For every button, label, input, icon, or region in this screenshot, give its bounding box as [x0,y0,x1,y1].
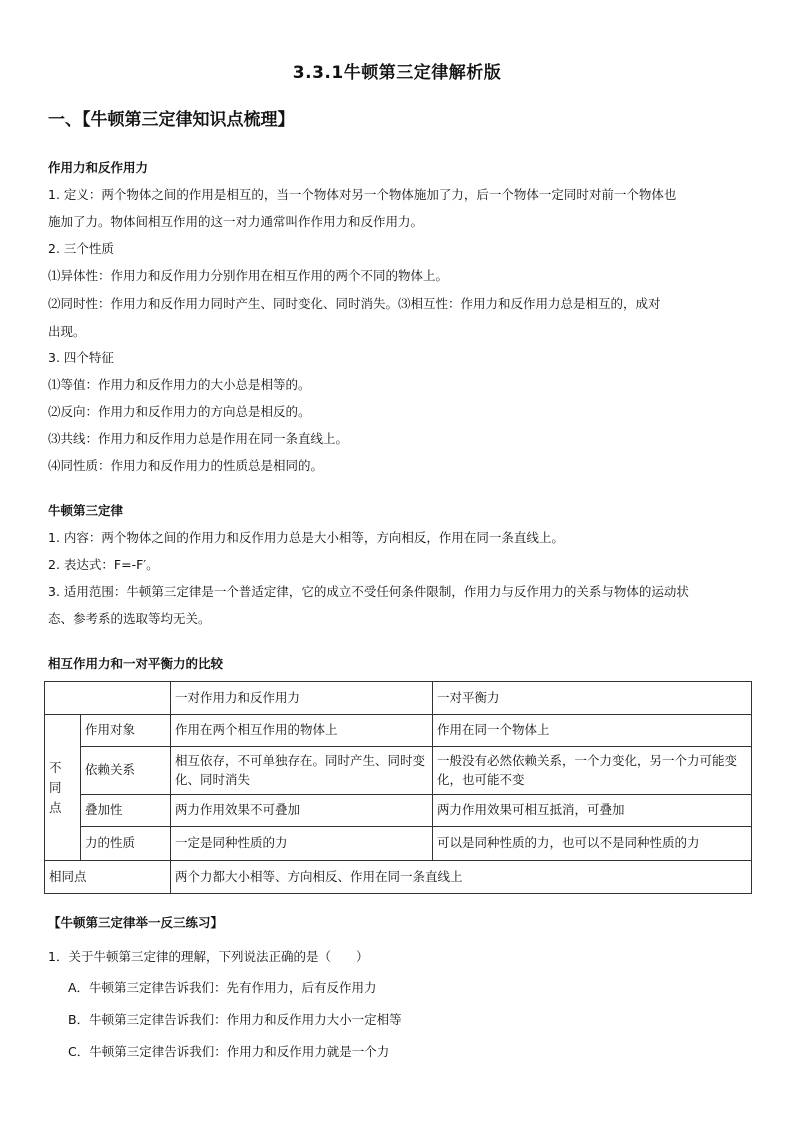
table-cell: 相互依存，不可单独存在。同时产生、同时变化、同时消失 [171,747,433,795]
table-header-cell: 一对平衡力 [433,682,752,715]
option-a: A．牛顿第三定律告诉我们：先有作用力，后有反作用力 [68,980,377,995]
table-header-cell: 一对作用力和反作用力 [171,682,433,715]
table-cell: 作用在两个相互作用的物体上 [171,715,433,747]
practice-heading: 【牛顿第三定律举一反三练习】 [48,915,224,930]
table-cell: 两力作用效果可相互抵消，可叠加 [433,795,752,827]
table-row [45,827,752,861]
same-point-label: 相同点 [45,861,171,894]
table-header-row [45,682,752,715]
text-line: 出现。 [48,324,86,339]
table-cell: 一定是同种性质的力 [171,827,433,861]
text-line: 2. 三个性质 [48,241,114,256]
section-heading: 一、【牛顿第三定律知识点梳理】 [48,110,295,130]
subheading-action-reaction: 作用力和反作用力 [48,160,149,175]
comparison-table [44,681,752,894]
table-cell: 力的性质 [81,827,171,861]
table-cell: 作用对象 [81,715,171,747]
table-cell: 叠加性 [81,795,171,827]
table-cell: 可以是同种性质的力，也可以不是同种性质的力 [433,827,752,861]
document-title: 3.3.1牛顿第三定律解析版 [292,63,502,83]
table-cell: 作用在同一个物体上 [433,715,752,747]
text-line: ⑶共线：作用力和反作用力总是作用在同一条直线上。 [48,431,349,446]
text-line: 1. 定义：两个物体之间的作用是相互的，当一个物体对另一个物体施加了力，后一个物体一定同时对前一个物体也 [48,187,677,202]
text-line: ⑵反向：作用力和反作用力的方向总是相反的。 [48,404,311,419]
text-line: 施加了力。物体间相互作用的这一对力通常叫作作用力和反作用力。 [48,214,424,229]
table-row [45,715,752,747]
table-corner-cell [45,682,171,715]
question-stem: 1．关于牛顿第三定律的理解，下列说法正确的是（ ） [48,949,369,964]
text-line: ⑴异体性：作用力和反作用力分别作用在相互作用的两个不同的物体上。 [48,268,449,283]
group-label-different: 不 同 点 [45,715,81,861]
table-row [45,795,752,827]
table-cell: 两力作用效果不可叠加 [171,795,433,827]
table-row-same [45,861,752,894]
subheading-third-law: 牛顿第三定律 [48,503,124,518]
table-cell: 依赖关系 [81,747,171,795]
option-c: C．牛顿第三定律告诉我们：作用力和反作用力就是一个力 [68,1044,390,1059]
text-line: 2. 表达式：F=-F′。 [48,557,159,572]
text-line: 3. 四个特征 [48,350,114,365]
text-line: ⑵同时性：作用力和反作用力同时产生、同时变化、同时消失。⑶相互性：作用力和反作用力总是相互的，成对 [48,296,661,311]
table-cell: 一般没有必然依赖关系，一个力变化，另一个力可能变化，也可能不变 [433,747,752,795]
text-line: 3. 适用范围：牛顿第三定律是一个普适定律，它的成立不受任何条件限制，作用力与反作用力的关系与物体的运动状 [48,584,689,599]
table-row [45,747,752,795]
option-b: B．牛顿第三定律告诉我们：作用力和反作用力大小一定相等 [68,1012,402,1027]
subheading-comparison: 相互作用力和一对平衡力的比较 [48,656,224,671]
text-line: 态、参考系的选取等均无关。 [48,611,211,626]
text-line: ⑴等值：作用力和反作用力的大小总是相等的。 [48,377,311,392]
text-line: ⑷同性质：作用力和反作用力的性质总是相同的。 [48,458,324,473]
text-line: 1. 内容：两个物体之间的作用力和反作用力总是大小相等，方向相反，作用在同一条直线上。 [48,530,564,545]
same-point-text: 两个力都大小相等、方向相反、作用在同一条直线上 [171,861,752,894]
